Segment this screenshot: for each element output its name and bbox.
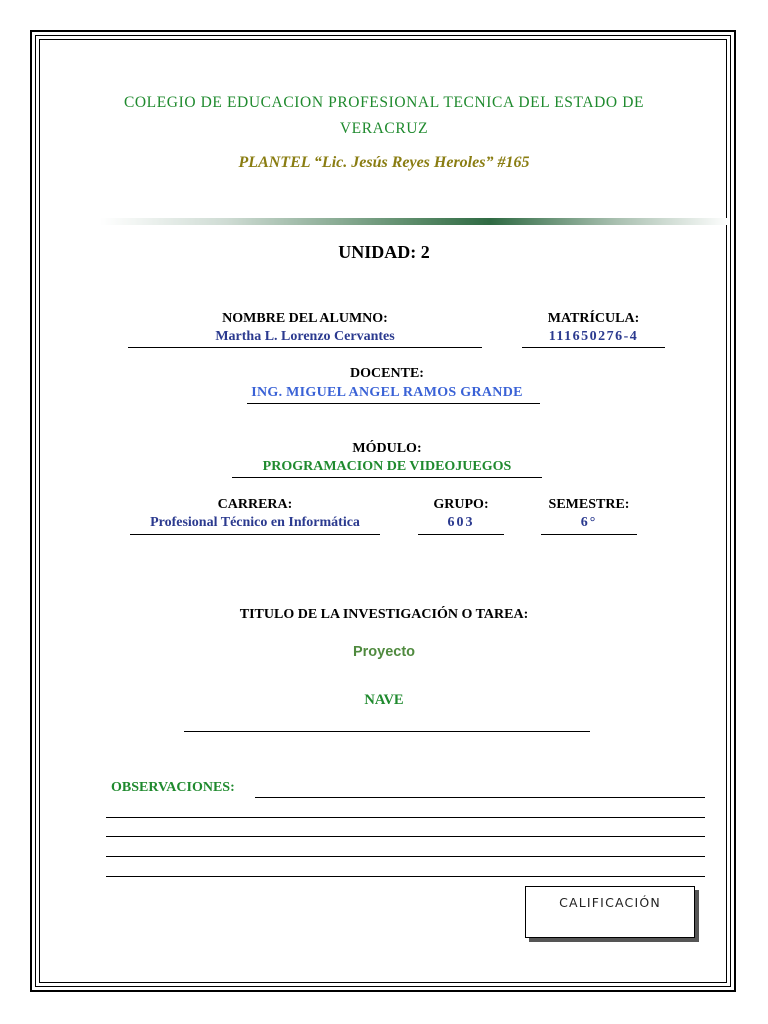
semestre-value: 6° — [580, 515, 598, 530]
observaciones-line-1[interactable] — [255, 797, 705, 798]
school-name — [100, 90, 668, 142]
calificacion-box[interactable] — [525, 886, 695, 938]
docente-value: ING. MIGUEL ANGEL RAMOS GRANDE — [251, 385, 523, 400]
semestre-underline — [541, 534, 637, 535]
observaciones-line-4[interactable] — [106, 856, 705, 857]
matricula-value: 111650276-4 — [548, 329, 639, 344]
semestre-label: SEMESTRE: — [548, 497, 630, 512]
matricula-label: MATRÍCULA: — [547, 311, 640, 326]
observaciones-line-2[interactable] — [106, 817, 705, 818]
grupo-label: GRUPO: — [433, 497, 489, 512]
grupo-value: 603 — [447, 515, 475, 530]
matricula-underline — [522, 347, 665, 348]
titulo-value-proyecto: Proyecto — [352, 644, 416, 660]
titulo-value-nave: NAVE — [364, 692, 404, 708]
observaciones-label: OBSERVACIONES: — [111, 780, 235, 795]
school-name-line1: COLEGIO DE EDUCACION PROFESIONAL TECNICA DEL ESTADO DE — [123, 94, 645, 111]
header-divider — [100, 218, 730, 225]
calificacion-label: CALIFICACIÓN — [559, 895, 661, 910]
observaciones-line-3[interactable] — [106, 836, 705, 837]
alumno-label: NOMBRE DEL ALUMNO: — [222, 311, 388, 326]
carrera-value: Profesional Técnico en Informática — [150, 515, 360, 530]
titulo-underline — [184, 731, 590, 732]
docente-underline — [247, 403, 540, 404]
school-name-line2: VERACRUZ — [339, 120, 429, 137]
unidad-title: UNIDAD: 2 — [338, 242, 430, 262]
observaciones-line-5[interactable] — [106, 876, 705, 877]
modulo-underline — [232, 477, 542, 478]
alumno-value: Martha L. Lorenzo Cervantes — [215, 329, 395, 344]
plantel-name: PLANTEL “Lic. Jesús Reyes Heroles” #165 — [238, 154, 530, 171]
carrera-label: CARRERA: — [217, 497, 293, 512]
modulo-value: PROGRAMACION DE VIDEOJUEGOS — [262, 459, 512, 474]
alumno-underline — [128, 347, 482, 348]
carrera-underline — [130, 534, 380, 535]
modulo-label: MÓDULO: — [352, 441, 422, 456]
titulo-label: TITULO DE LA INVESTIGACIÓN O TAREA: — [239, 607, 529, 622]
grupo-underline — [418, 534, 504, 535]
docente-label: DOCENTE: — [350, 366, 424, 381]
